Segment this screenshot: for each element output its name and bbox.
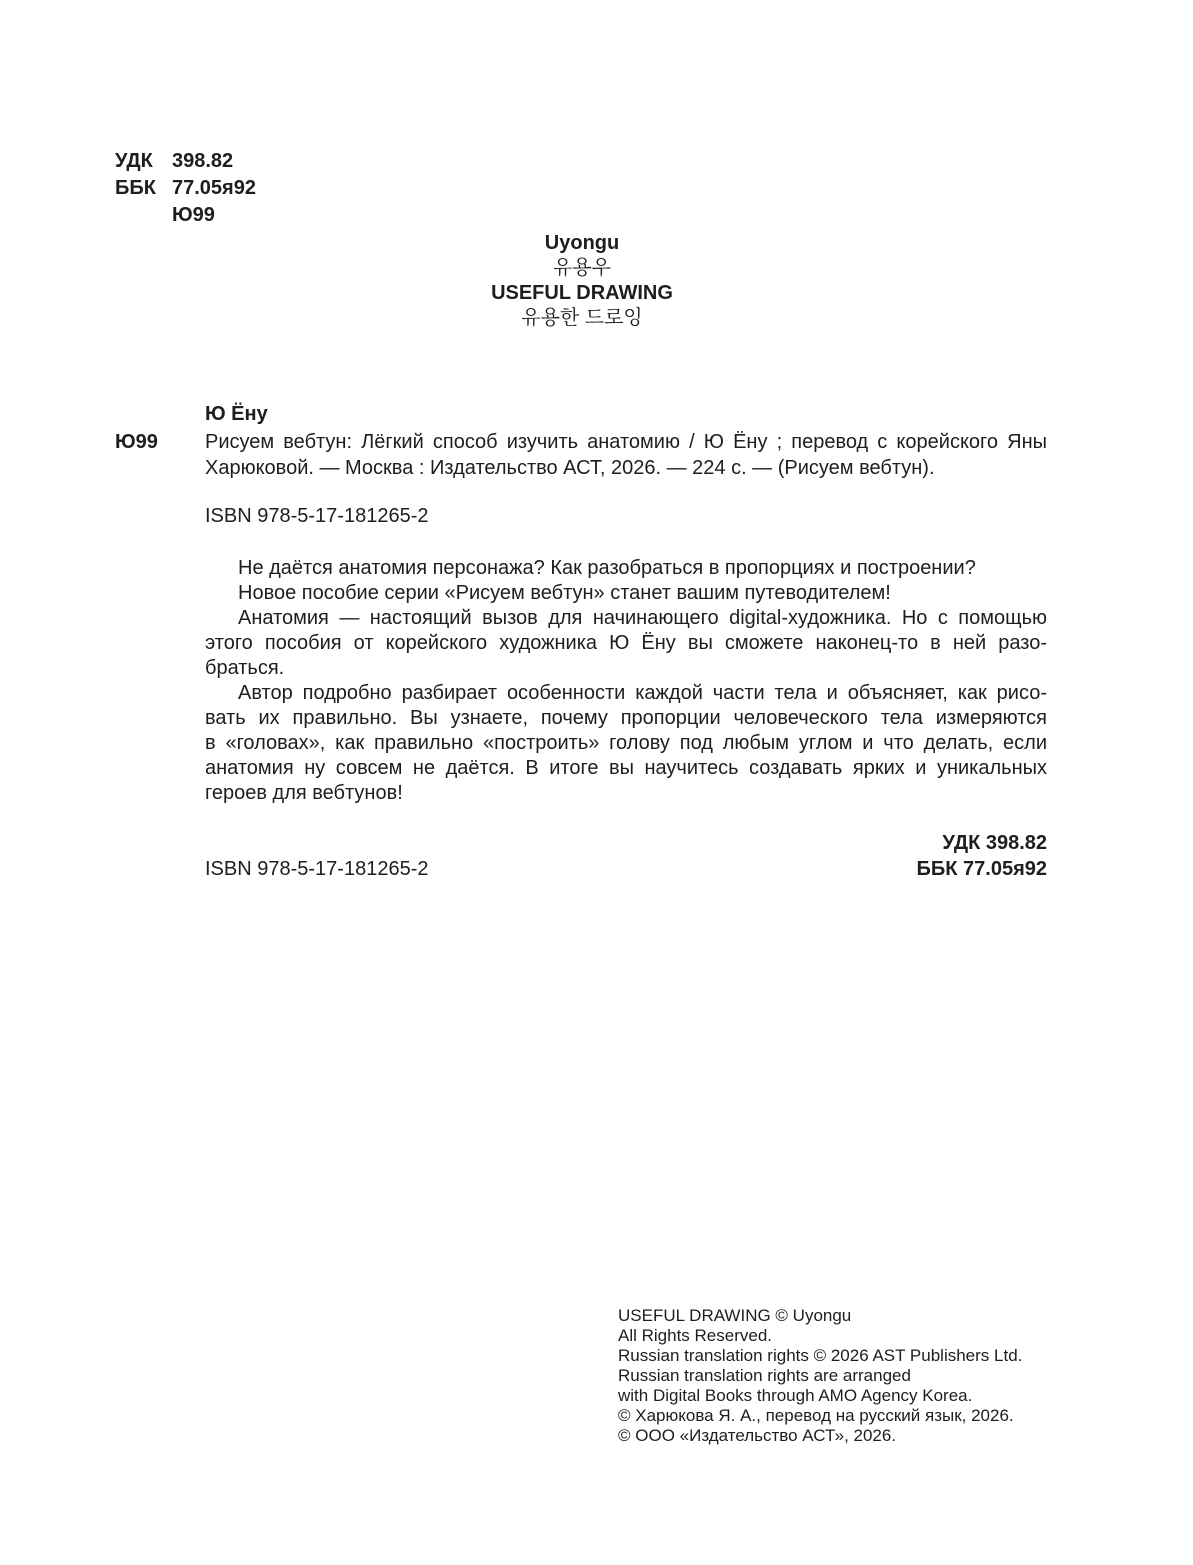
annotation-line: Анатомия — настоящий вызов для начинающего digital-художника. Но с помощью [238, 607, 1047, 629]
udk-row [115, 148, 256, 175]
author-code-row [115, 202, 256, 229]
isbn-bottom: ISBN 978-5-17-181265-2 [205, 858, 429, 880]
original-title-latin: USEFUL DRAWING [491, 282, 673, 304]
catalog-entry [205, 429, 1047, 481]
catalog-author-heading: Ю Ёну [205, 403, 268, 425]
annotation-line: в «головах», как правильно «построить» голову под любым углом и что делать, если [205, 732, 1047, 754]
original-title-korean: 유용한 드로잉 [521, 307, 643, 329]
copyright-line: © Харюкова Я. А., перевод на русский язык, 2026. [618, 1406, 1014, 1425]
annotation-line: Новое пособие серии «Рисуем вебтун» станет вашим путеводителем! [238, 582, 891, 604]
bbk-label: ББК [115, 177, 156, 199]
annotation-line: Автор подробно разбирает особенности каждой части тела и объясняет, как рисо- [238, 682, 1047, 704]
annotation-text [205, 556, 1047, 806]
udk-label: УДК [115, 150, 153, 172]
catalog-entry-code: Ю99 [115, 431, 158, 453]
annotation-line: анатомия ну совсем не даётся. В итоге вы научитесь создавать ярких и уникальных [205, 757, 1047, 779]
copyright-line: © ООО «Издательство АСТ», 2026. [618, 1426, 897, 1445]
annotation-line: браться. [205, 657, 285, 679]
copyright-line: Russian translation rights are arranged [618, 1366, 911, 1385]
classification-codes-top [115, 148, 256, 229]
original-author-latin: Uyongu [544, 232, 620, 254]
copyright-line: Russian translation rights © 2026 AST Publishers Ltd. [618, 1346, 1023, 1365]
copyright-line: All Rights Reserved. [618, 1326, 773, 1345]
udk-value: 398.82 [172, 150, 234, 172]
udk-bottom: УДК 398.82 [942, 832, 1047, 854]
annotation-line: вать их правильно. Вы узнаете, почему пропорции человеческого тела измеряются [205, 707, 1047, 729]
annotation-line: героев для вебтунов! [205, 782, 403, 804]
copyright-block [618, 1306, 1022, 1446]
catalog-entry-line: Рисуем вебтун: Лёгкий способ изучить анатомию / Ю Ёну ; перевод с корейского Яны [205, 431, 1047, 453]
original-author-korean: 유용우 [553, 257, 611, 279]
annotation-line: Не даётся анатомия персонажа? Как разобраться в пропорциях и построении? [238, 557, 976, 579]
isbn-catalog: ISBN 978-5-17-181265-2 [205, 505, 429, 527]
bbk-row [115, 175, 256, 202]
original-title-block [0, 231, 1164, 331]
isbn-bbk-row [205, 857, 1047, 882]
bbk-value: 77.05я92 [172, 177, 256, 199]
annotation-line: этого пособия от корейского художника Ю Ёну вы сможете наконец-то в ней разо- [205, 632, 1047, 654]
copyright-line: USEFUL DRAWING © Uyongu [618, 1306, 852, 1325]
copyright-line: with Digital Books through AMO Agency Korea. [618, 1386, 973, 1405]
author-code-value: Ю99 [172, 204, 215, 226]
bbk-bottom: ББК 77.05я92 [916, 858, 1047, 880]
catalog-entry-line: Харюковой. — Москва : Издательство АСТ, 2026. — 224 с. — (Рисуем вебтун). [205, 457, 935, 479]
author-code-spacer [115, 202, 172, 229]
